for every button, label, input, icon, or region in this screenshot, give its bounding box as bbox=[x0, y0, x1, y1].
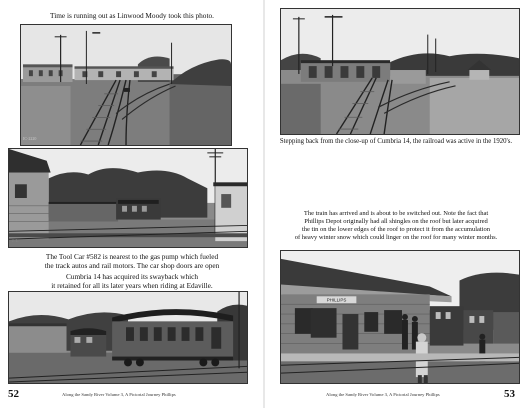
depot-sign-text: PHILLIPS bbox=[326, 297, 347, 303]
photo-car-shop-tool-car bbox=[8, 148, 248, 248]
right-mid-caption-line-3: the tin on the lower edges of the roof to protect it from the accumulation bbox=[301, 226, 491, 233]
right-top-caption: Stepping back from the close-up of Cumbria 14, the railroad was active in the 1920's. bbox=[279, 138, 513, 145]
left-top-photo-mark: IC-2220 bbox=[23, 136, 37, 141]
right-mid-caption-line-4: of heavy winter snow which could linger on the roof for many winter months. bbox=[294, 234, 498, 241]
left-page-footer: Along the Sandy River Volume 3, A Pictorial Journey Phillips bbox=[62, 392, 176, 397]
left-mid-caption-line-1: The Tool Car #582 is nearest to the gas pump which fueled bbox=[45, 252, 219, 261]
photo-rail-yard-tracks bbox=[20, 24, 232, 146]
right-page-footer: Along the Sandy River Volume 3, A Pictorial Journey Phillips bbox=[326, 392, 440, 397]
left-mid-caption-line-2: the track autos and rail motors. The car shop doors are open bbox=[44, 261, 220, 270]
right-page-number: 53 bbox=[504, 388, 515, 400]
right-mid-caption-line-1: The train has arrived and is about to be switched out. Note the fact that bbox=[303, 210, 489, 217]
left-mid-caption-line-4: it retained for all its later years when riding at Edaville. bbox=[51, 281, 213, 290]
left-mid-caption-line-3: Cumbria 14 has acquired its swayback which bbox=[65, 272, 199, 281]
left-page-number: 52 bbox=[8, 388, 19, 400]
left-mid-photo-mark: J. L. bbox=[12, 238, 19, 243]
photo-swayback-coach bbox=[8, 291, 248, 384]
right-page bbox=[264, 0, 528, 408]
photo-engine-house-yard bbox=[280, 8, 520, 135]
photo-phillips-depot-train bbox=[280, 250, 520, 384]
left-top-caption: Time is running out as Linwood Moody took this photo. bbox=[50, 11, 214, 20]
right-mid-caption-line-2: Phillips Depot originally had all shingles on the roof but later acquired bbox=[304, 218, 488, 225]
